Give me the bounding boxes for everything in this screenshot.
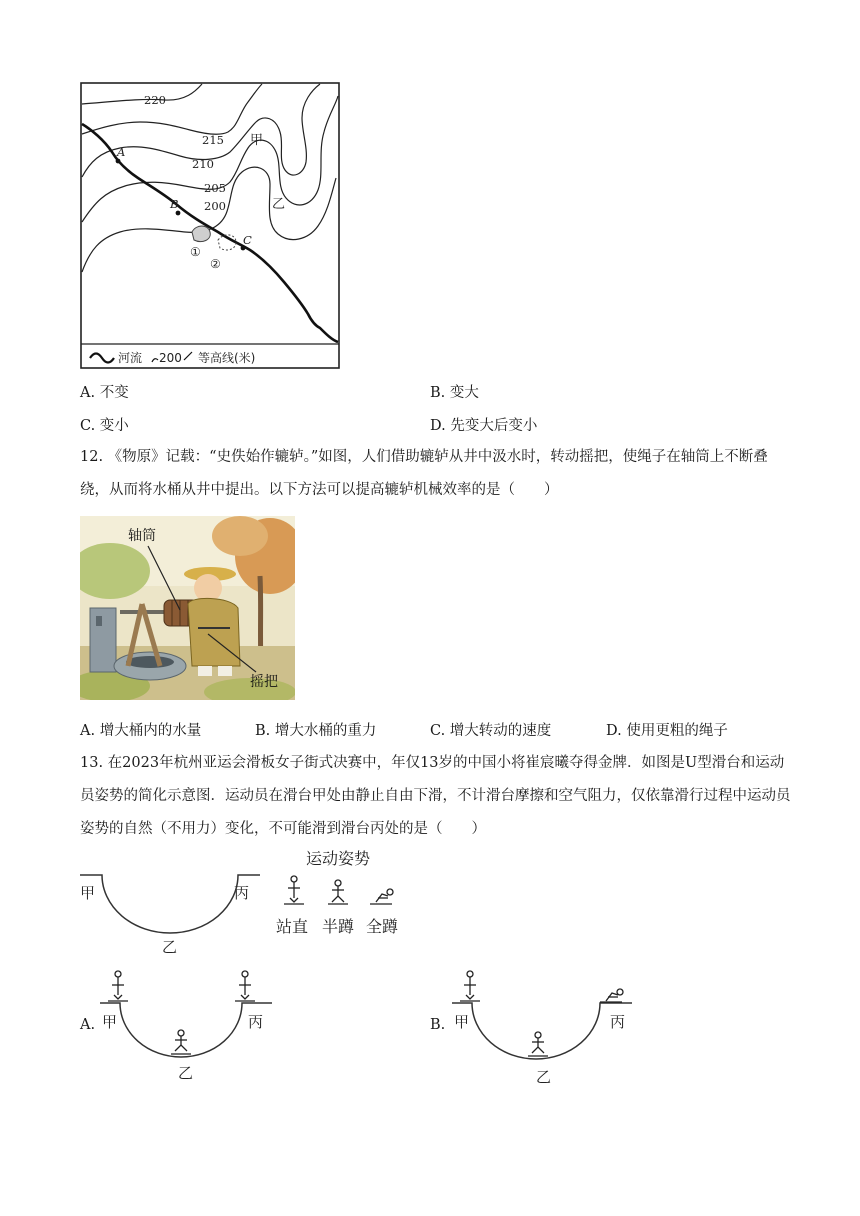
contour-map-figure	[80, 82, 342, 372]
option-a-label-jia: 甲	[102, 1013, 118, 1031]
q12-option-c: C. 增大转动的速度	[430, 723, 552, 739]
q13-option-a-diagram	[98, 965, 278, 1083]
q11-option-d: D. 先变大后变小	[430, 418, 538, 434]
label-axle: 轴筒	[128, 528, 156, 544]
map-border	[81, 83, 339, 368]
posture-title: 运动姿势	[306, 849, 371, 868]
option-a-label-yi: 乙	[178, 1064, 194, 1082]
half-squat-posture-icon	[328, 880, 348, 904]
label-c: C	[243, 233, 252, 247]
posture-label-full-squat: 全蹲	[366, 917, 399, 936]
q12-option-b: B. 增大水桶的重力	[255, 723, 377, 739]
point-b	[176, 211, 181, 216]
label-a: A	[117, 145, 126, 159]
posture-label-stand: 站直	[276, 917, 309, 936]
ramp-label-yi: 乙	[162, 938, 178, 956]
q12-option-d: D. 使用更粗的绳子	[606, 723, 728, 739]
q13-question-text: 13. 在2023年杭州亚运会滑板女子街式决赛中，年仅13岁的中国小将崔宸曦夺得金牌．如图是U型滑台和运动员姿势的简化示意图．运动员在滑台甲处由静止自由下滑，不计滑台摩擦和空气阻力，仅依靠滑行过程中运动员姿势的自然（不用力）变化，不可能滑到滑台丙处的是（ ）	[80, 755, 791, 837]
option-a-rider-bing-stand-icon	[235, 971, 255, 1001]
q11-option-b: B. 变大	[430, 385, 479, 401]
ramp-label-jia: 甲	[80, 884, 96, 902]
q12-question-text: 12. 《物原》记载：“史佚始作辘轳。”如图，人们借助辘轳从井中汲水时，转动摇把，使绳子在轴筒上不断叠绕，从而将水桶从井中提出。以下方法可以提高辘轳机械效率的是（ ）	[80, 449, 768, 498]
label-site-2: ②	[210, 257, 221, 271]
option-b-rider-yi-half-squat-icon	[528, 1032, 548, 1056]
site-1-shape	[192, 226, 210, 242]
windlass-illustration	[80, 516, 295, 700]
legend-contour-value: 200	[159, 351, 182, 365]
label-b: B	[170, 197, 179, 211]
option-a-rider-yi-half-squat-icon	[171, 1030, 191, 1054]
contour-label-210: 210	[192, 157, 214, 171]
label-yi: 乙	[272, 197, 286, 212]
contour-label-205: 205	[204, 181, 226, 195]
label-site-1: ①	[190, 245, 201, 259]
option-b-label-bing: 丙	[610, 1013, 626, 1031]
option-b-label-jia: 甲	[454, 1013, 470, 1031]
u-ramp-diagram	[78, 868, 263, 958]
q11-option-c: C. 变小	[80, 418, 129, 434]
option-b-rider-bing-full-squat-icon	[600, 989, 623, 1002]
q11-option-a: A. 不变	[80, 385, 129, 401]
legend-contour-label: 等高线(米)	[198, 351, 256, 365]
label-crank: 摇把	[250, 674, 278, 690]
contour-label-215: 215	[202, 133, 224, 147]
stand-posture-icon	[284, 876, 304, 904]
option-a-rider-jia-stand-icon	[108, 971, 128, 1001]
ramp-label-bing: 丙	[234, 884, 250, 902]
q13-option-a-label: A.	[80, 1017, 96, 1033]
contour-label-200: 200	[204, 199, 226, 213]
contour-label-220: 220	[144, 93, 166, 107]
option-b-rider-jia-stand-icon	[460, 971, 480, 1001]
full-squat-posture-icon	[370, 889, 393, 904]
option-b-label-yi: 乙	[536, 1068, 552, 1086]
q12-option-a: A. 增大桶内的水量	[80, 723, 202, 739]
posture-label-half-squat: 半蹲	[322, 917, 355, 936]
option-a-label-bing: 丙	[248, 1013, 264, 1031]
point-a	[116, 159, 121, 164]
legend-river-label: 河流	[118, 351, 143, 365]
label-jia: 甲	[250, 133, 264, 148]
posture-legend	[272, 844, 408, 940]
q13-option-b-label: B.	[430, 1017, 446, 1033]
q13-option-b-diagram	[450, 965, 636, 1087]
